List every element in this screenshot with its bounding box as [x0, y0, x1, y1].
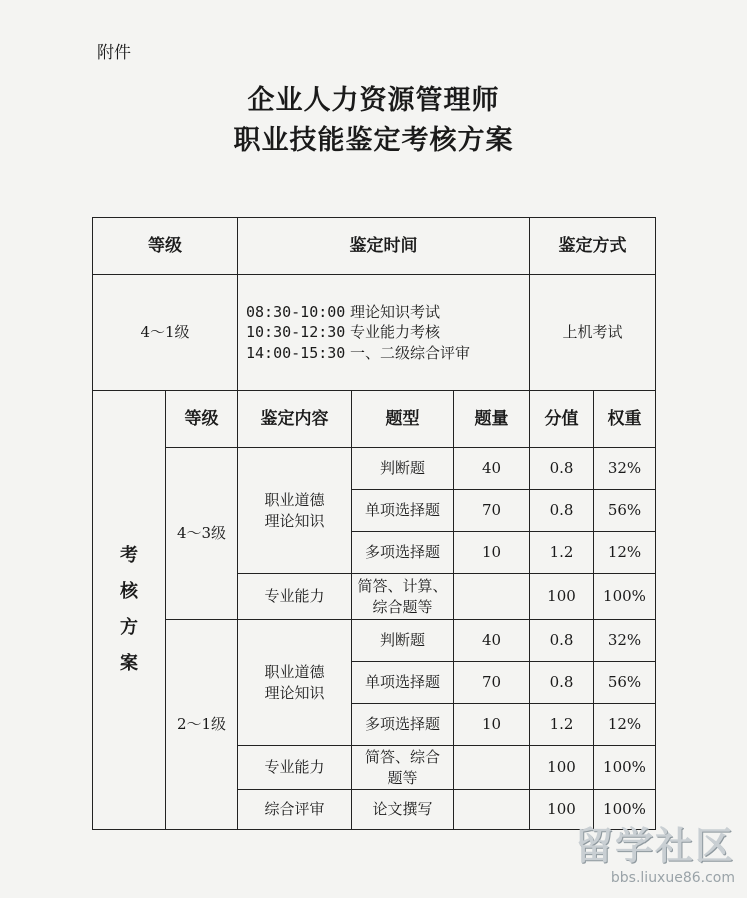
schedule-item — [246, 322, 529, 342]
header-level: 等级 — [93, 218, 238, 275]
plan-header-content: 鉴定内容 — [238, 391, 352, 448]
question-qty — [454, 746, 530, 790]
question-weight: 56% — [594, 662, 656, 704]
plan-header-level: 等级 — [166, 391, 238, 448]
question-weight: 12% — [594, 532, 656, 574]
header-method: 鉴定方式 — [530, 218, 656, 275]
question-weight: 32% — [594, 620, 656, 662]
question-qty — [454, 574, 530, 620]
question-type-line: 简答、综合 — [364, 748, 440, 767]
watermark-url: bbs.liuxue86.com — [610, 870, 735, 886]
question-type — [352, 746, 454, 790]
schedule-item — [246, 343, 529, 363]
question-score: 0.8 — [530, 448, 594, 490]
plan-header-score: 分值 — [530, 391, 594, 448]
schedule-row — [93, 275, 656, 391]
plan-side-text: 考核方案 — [120, 545, 138, 674]
header-time: 鉴定时间 — [238, 218, 530, 275]
question-qty: 40 — [454, 620, 530, 662]
document-title-line1: 企业人力资源管理师 — [247, 85, 500, 116]
plan-header-type: 题型 — [352, 391, 454, 448]
question-score: 100 — [530, 790, 594, 830]
review-label: 综合评审 — [238, 790, 352, 830]
group-level: 4～3级 — [166, 448, 238, 620]
theory-label-line: 理论知识 — [264, 683, 325, 702]
question-qty: 70 — [454, 490, 530, 532]
question-type-line: 题等 — [387, 768, 418, 787]
assessment-plan-table — [92, 217, 656, 830]
question-score: 0.8 — [530, 620, 594, 662]
question-score: 100 — [530, 574, 594, 620]
theory-label-line: 职业道德 — [264, 663, 325, 682]
document-title-line2: 职业技能鉴定考核方案 — [233, 125, 514, 156]
question-weight: 32% — [594, 448, 656, 490]
question-score: 0.8 — [530, 662, 594, 704]
question-weight: 100% — [594, 746, 656, 790]
schedule-content: 专业能力考核 — [350, 323, 441, 342]
table-row — [93, 448, 656, 490]
question-weight: 56% — [594, 490, 656, 532]
question-score: 100 — [530, 746, 594, 790]
schedule-list — [238, 275, 530, 391]
question-weight: 100% — [594, 574, 656, 620]
question-score: 1.2 — [530, 704, 594, 746]
schedule-level: 4～1级 — [93, 275, 238, 391]
question-type: 多项选择题 — [352, 532, 454, 574]
question-qty: 40 — [454, 448, 530, 490]
schedule-time: 08:30-10:00 — [246, 303, 346, 322]
question-type: 判断题 — [352, 620, 454, 662]
question-type: 判断题 — [352, 448, 454, 490]
theory-label-line: 职业道德 — [264, 491, 325, 510]
plan-header-row — [93, 391, 656, 448]
question-score: 0.8 — [530, 490, 594, 532]
skill-label: 专业能力 — [238, 746, 352, 790]
question-qty: 10 — [454, 704, 530, 746]
schedule-time: 14:00-15:30 — [246, 343, 346, 362]
question-qty: 70 — [454, 662, 530, 704]
skill-label: 专业能力 — [238, 574, 352, 620]
schedule-content: 一、二级综合评审 — [350, 343, 471, 362]
plan-side-label — [93, 391, 166, 830]
question-type: 多项选择题 — [352, 704, 454, 746]
attachment-label: 附件 — [97, 43, 131, 63]
theory-label — [238, 448, 352, 574]
question-type: 论文撰写 — [352, 790, 454, 830]
question-type — [352, 574, 454, 620]
plan-header-qty: 题量 — [454, 391, 530, 448]
question-type-line: 综合题等 — [372, 597, 433, 616]
question-weight: 12% — [594, 704, 656, 746]
question-type: 单项选择题 — [352, 490, 454, 532]
question-type: 单项选择题 — [352, 662, 454, 704]
question-qty — [454, 790, 530, 830]
top-header-row — [93, 218, 656, 275]
schedule-item — [246, 302, 529, 322]
theory-label-line: 理论知识 — [264, 511, 325, 530]
group-level: 2～1级 — [166, 620, 238, 830]
plan-header-weight: 权重 — [594, 391, 656, 448]
theory-label — [238, 620, 352, 746]
question-qty: 10 — [454, 532, 530, 574]
table-row — [93, 620, 656, 662]
question-type-line: 简答、计算、 — [357, 577, 448, 596]
watermark-logo-text: 留学社区 — [574, 824, 735, 868]
schedule-content: 理论知识考试 — [350, 303, 441, 322]
question-score: 1.2 — [530, 532, 594, 574]
schedule-method: 上机考试 — [530, 275, 656, 391]
schedule-time: 10:30-12:30 — [246, 323, 346, 342]
site-watermark — [575, 815, 735, 886]
question-weight: 100% — [594, 790, 656, 830]
